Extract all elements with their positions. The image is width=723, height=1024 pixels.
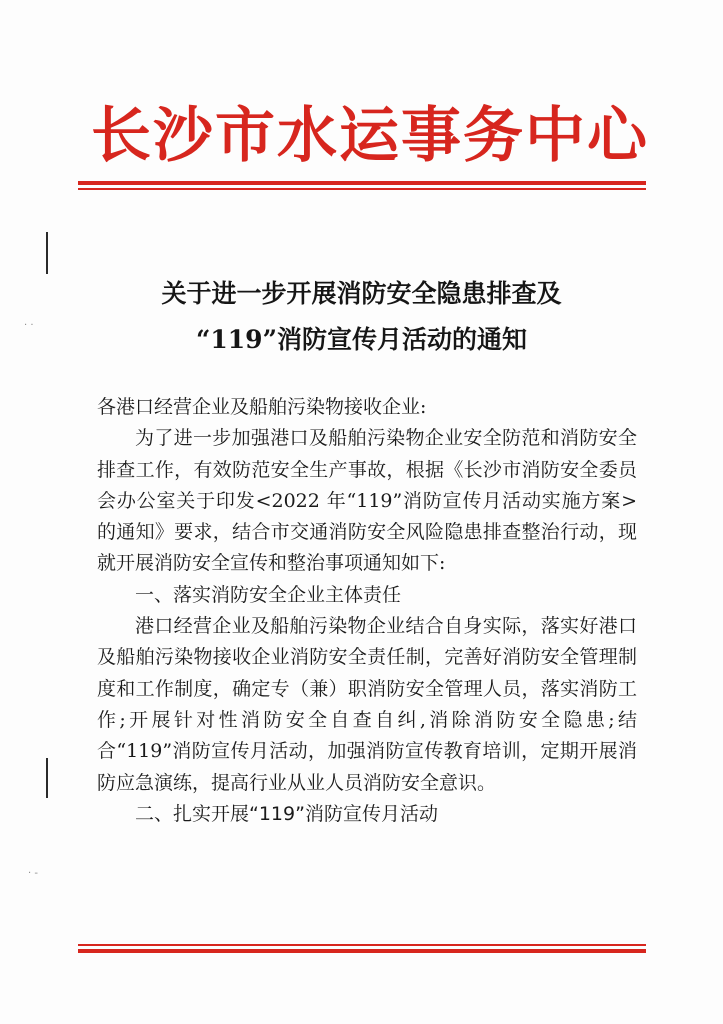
scan-margin-mark [46, 232, 48, 274]
header-rule-thick [78, 181, 646, 185]
organization-title: 长沙市水运事务中心 [91, 101, 649, 171]
notice-body [97, 392, 637, 830]
scan-margin-mark [46, 758, 48, 798]
salutation: 各港口经营企业及船舶污染物接收企业: [97, 396, 427, 418]
notice-title-line-2: “119”消防宣传月活动的通知 [196, 325, 527, 354]
header-rule-thin [78, 188, 646, 190]
section-2-heading: 二、扎实开展“119”消防宣传月活动 [135, 802, 438, 825]
scan-speckle: · - [28, 868, 38, 879]
notice-title-line-1: 关于进一步开展消防安全隐患排查及 [161, 279, 562, 308]
intro-paragraph: 为了进一步加强港口及船舶污染物企业安全防范和消防安全排查工作，有效防范安全生产事故，根据《长沙市消防安全委员会办公室关于印发<2022 年“119”消防宣传月活动实施方案>的通知》要求，结合市交通消防安全风险隐患排查整治行动，现就开展消防安全宣传和整治事项通知如下: [97, 427, 637, 575]
scan-speckle: · · [24, 320, 34, 331]
section-1-paragraph: 港口经营企业及船舶污染物企业结合自身实际，落实好港口及船舶污染物接收企业消防安全责任制，完善好消防安全管理制度和工作制度，确定专（兼）职消防安全管理人员，落实消防工作;开展针对性消防安全自查自纠,消除消防安全隐患;结合“119”消防宣传月活动，加强消防宣传教育培训，定期开展消防应急演练，提高行业从业人员消防安全意识。 [97, 615, 637, 794]
section-1-heading: 一、落实消防安全企业主体责任 [135, 583, 402, 606]
footer-rule-thin [78, 944, 646, 946]
footer-rule-thick [78, 949, 646, 953]
